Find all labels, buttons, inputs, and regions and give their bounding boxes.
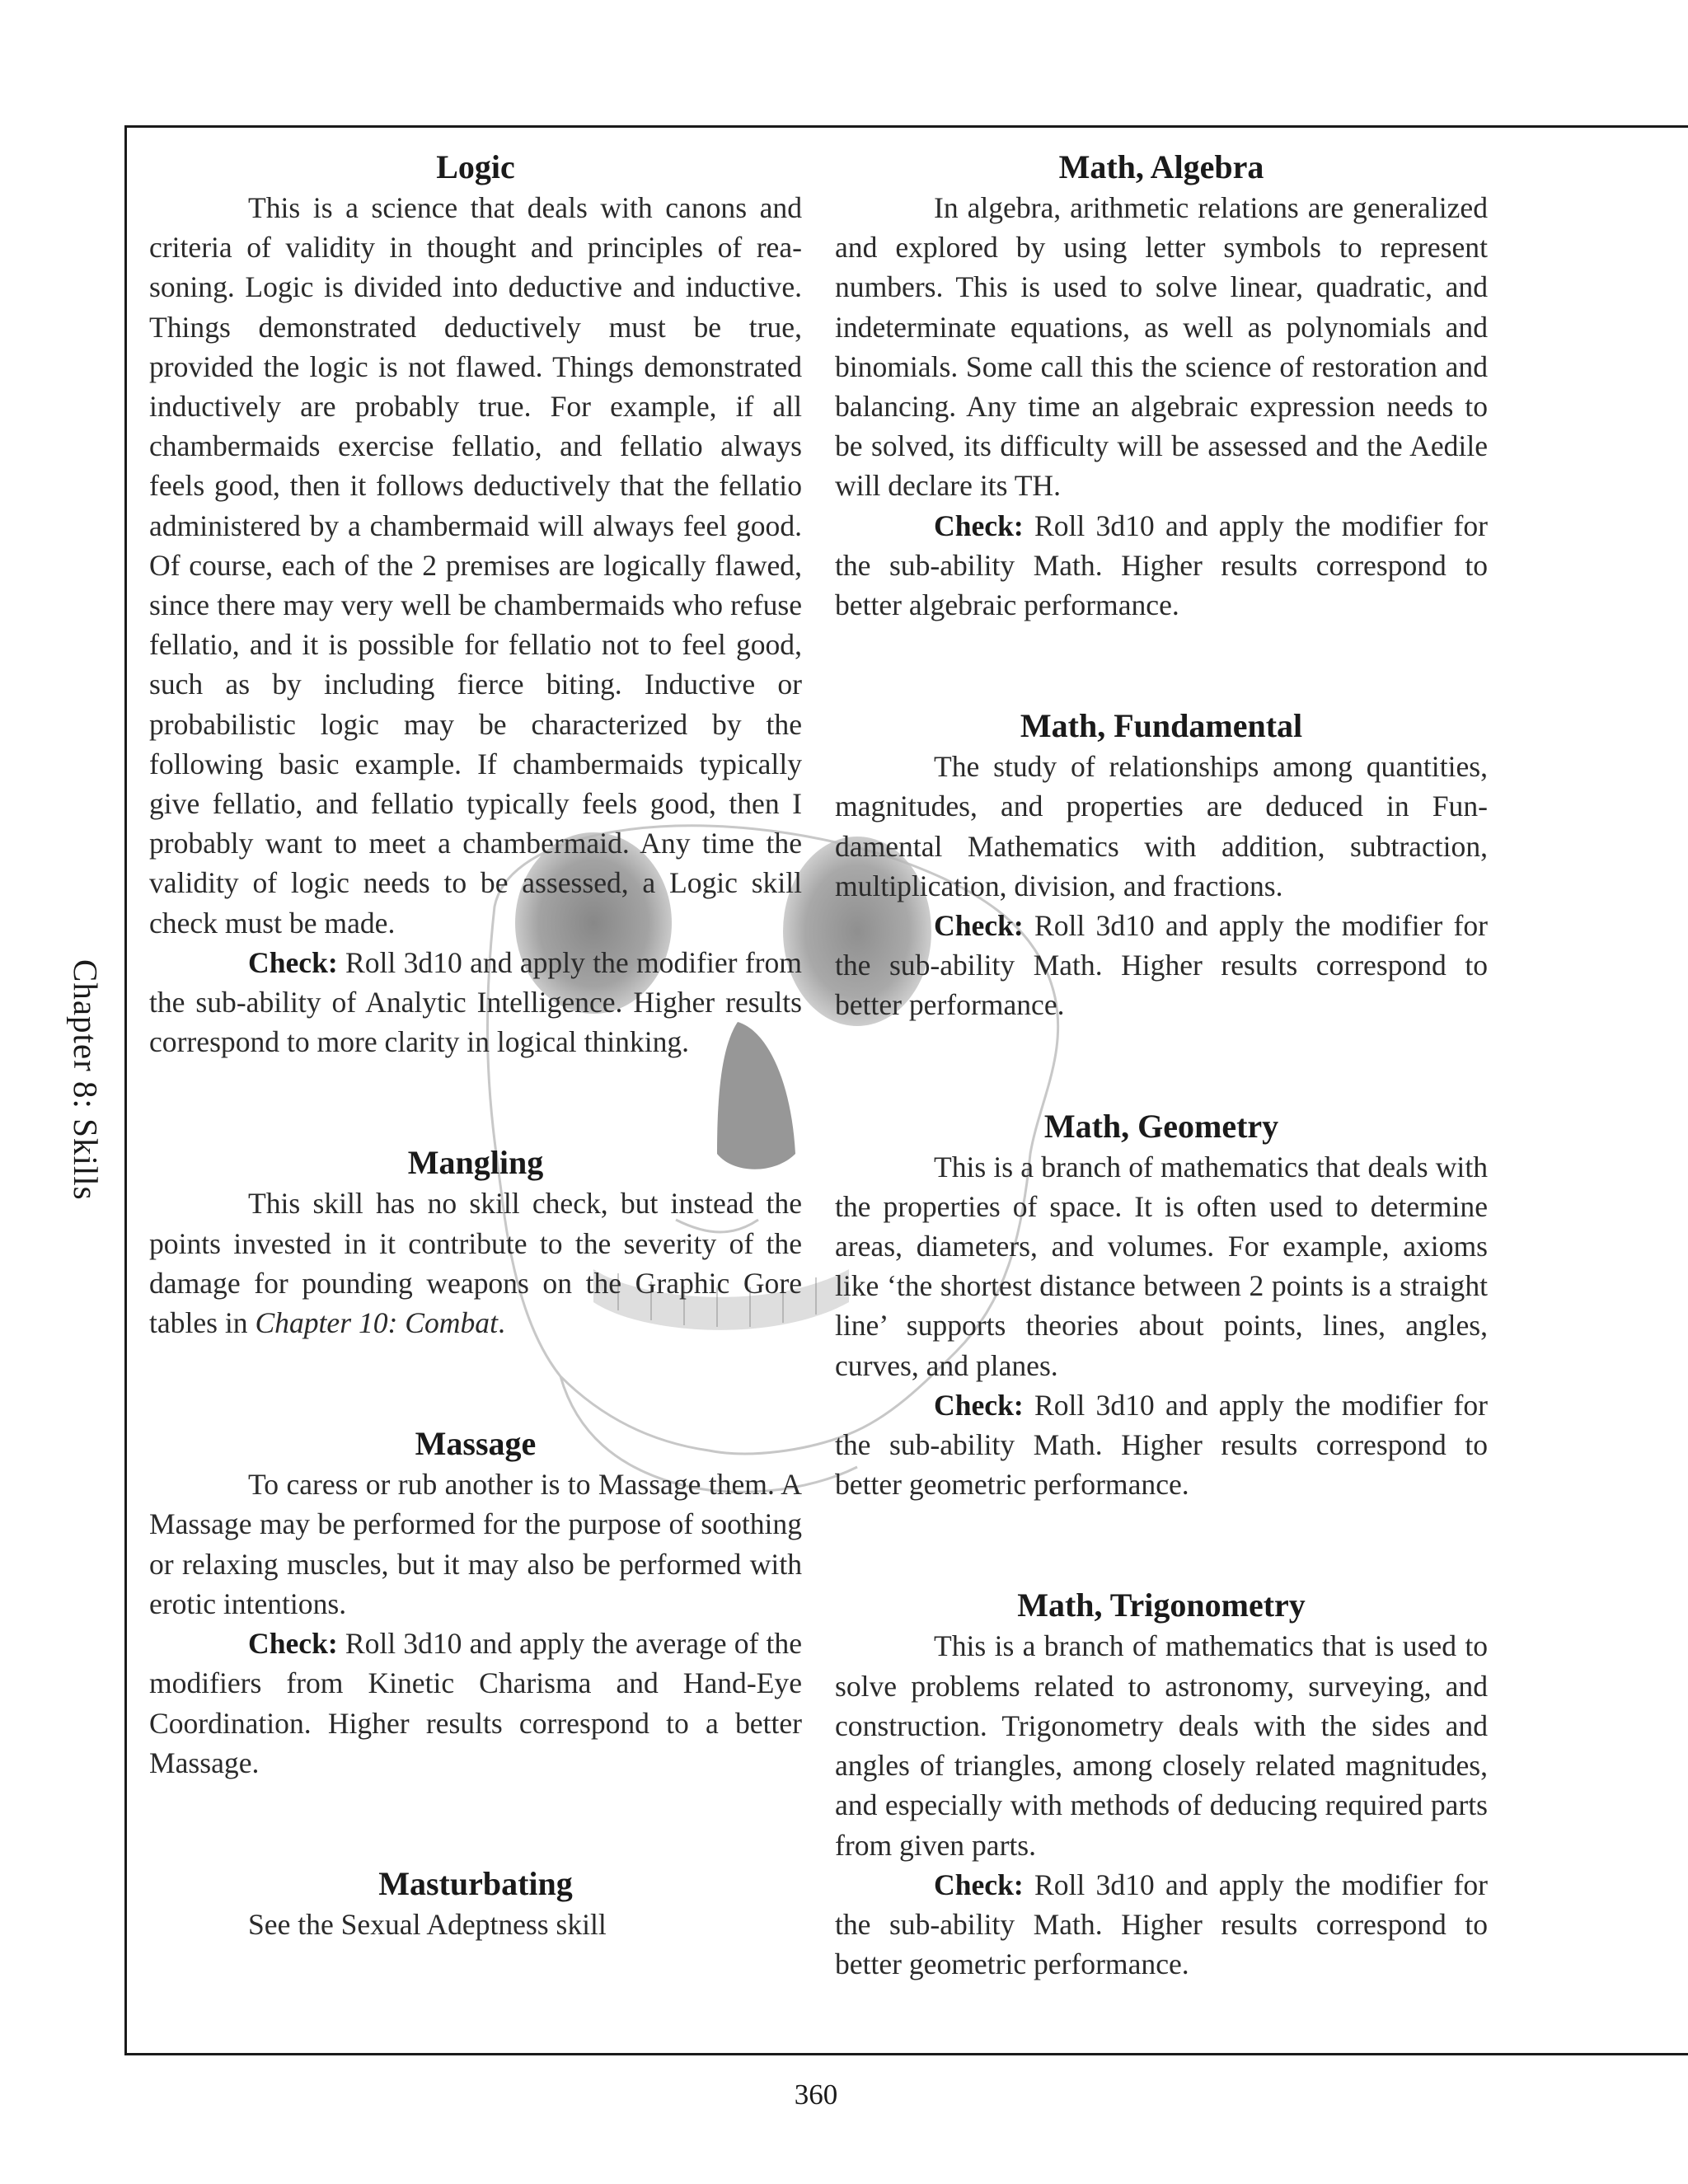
entry-body: This is a branch of mathematics that is used to solve problems related to astronomy, surveying, and construction. Trigonometry deals with the sides and angles of triangles, among closely related magnitudes, and especially with methods of deducing required parts from given parts. bbox=[835, 1629, 1488, 1862]
right-column bbox=[835, 147, 1488, 1984]
page-number: 360 bbox=[794, 2079, 838, 2111]
entry-title: Mangling bbox=[407, 1144, 544, 1182]
entry-check bbox=[149, 943, 802, 1062]
entry-logic bbox=[149, 147, 802, 1062]
entry-check bbox=[149, 1624, 802, 1783]
entry-mangling bbox=[149, 1142, 802, 1343]
check-label: Check: bbox=[934, 1388, 1024, 1422]
entry-math-trigonometry bbox=[835, 1585, 1488, 1984]
entry-masturbating bbox=[149, 1863, 802, 1944]
check-label: Check: bbox=[248, 1627, 338, 1661]
entry-title: Masturbating bbox=[378, 1864, 573, 1902]
entry-title: Massage bbox=[415, 1425, 537, 1463]
entry-massage bbox=[149, 1423, 802, 1783]
chapter-side-title: Chapter 8: Skills bbox=[67, 959, 105, 1201]
check-text: Roll 3d10 and apply the modifier for the sub-ability Math. Higher results correspond to better performance. bbox=[835, 909, 1488, 1022]
check-text: Roll 3d10 and apply the modifier for the sub-ability Math. Higher results correspond to better algebraic performance. bbox=[835, 509, 1488, 622]
check-text: Roll 3d10 and apply the modifier for the sub-ability Math. Higher results correspond to better geometric performance. bbox=[835, 1388, 1488, 1502]
entry-title: Math, Geometry bbox=[1043, 1107, 1279, 1145]
chapter-reference: Chapter 10: Combat bbox=[255, 1306, 498, 1340]
left-column bbox=[149, 147, 802, 1944]
entry-body: This is a branch of mathematics that deals with the properties of space. It is often used to determine areas, diameters, and volumes. For example, axioms like ‘the shortest distance between 2 points is a straight line’ supports theories about points, lines, angles, curves, and planes. bbox=[835, 1150, 1488, 1382]
entry-body: In algebra, arithmetic relations are generalized and explored by using letter symbols to represent numbers. This is used to solve linear, quadratic, and indeterminate equations, as well as polynomials and binomials. Some call this the science of restoration and balancing. Any time an algebraic expression needs to be solved, its difficulty will be assessed and the Aedile will declare its TH. bbox=[835, 191, 1488, 503]
entry-check bbox=[835, 506, 1488, 626]
entry-body: To caress or rub another is to Massage them. A Massage may be performed for the purpose of soothing or relaxing muscles, but it may also be performed with erotic intentions. bbox=[149, 1468, 802, 1620]
entry-body: The study of relationships among quantities, magnitudes, and properties are deduced in Fundamental Mathematics with addition, subtraction, multiplication, division, and fractions. bbox=[835, 750, 1488, 902]
entry-check bbox=[835, 1385, 1488, 1505]
entry-title: Logic bbox=[436, 148, 515, 185]
entry-check bbox=[835, 906, 1488, 1025]
check-label: Check: bbox=[248, 945, 338, 979]
check-text: Roll 3d10 and apply the average of the modifiers from Kinetic Charisma and Hand-Eye Coordination. Higher results correspond to a better Massage. bbox=[149, 1627, 802, 1779]
entry-check bbox=[835, 1865, 1488, 1985]
check-label: Check: bbox=[934, 1868, 1024, 1901]
entry-math-geometry bbox=[835, 1106, 1488, 1505]
entry-body: See the Sexual Adeptness skill bbox=[248, 1907, 607, 1941]
entry-title: Math, Fundamental bbox=[1020, 707, 1303, 745]
entry-title: Math, Trigonometry bbox=[1017, 1586, 1306, 1624]
check-text: Roll 3d10 and apply the modifier from the sub-ability of Analytic Intelligence. Higher results correspond to more clarity in logical thinking. bbox=[149, 945, 802, 1059]
entry-math-fundamental bbox=[835, 705, 1488, 1024]
check-label: Check: bbox=[934, 909, 1024, 943]
entry-body: This is a science that deals with canons and criteria of validity in thought and principles of reasoning. Logic is divided into deductive and inductive. Things demonstrated deductively must be true, provided the logic is not flawed. Things demonstrated inductively are probably true. For example, if all chambermaids exercise fellatio, and fellatio always feels good, then it follows deductively that the fellatio administered by a chambermaid will always feel good. Of course, each of the 2 premises are logically flawed, since there may very well be chambermaids who refuse fellatio, and it is possible for fellatio not to feel good, such as by including fierce biting. Inductive or probabilistic logic may be characterized by the following basic example. If chambermaids typically give fellatio, and fellatio typically feels good, then I probably want to meet a chambermaid. Any time the validity of logic needs to be assessed, a Logic skill check must be made. bbox=[149, 191, 802, 940]
entry-math-algebra bbox=[835, 147, 1488, 625]
entry-title: Math, Algebra bbox=[1058, 148, 1264, 185]
entry-body: This skill has no skill check, but instead the points invested in it contribute to the severity of the damage for pounding weapons on the Graphic Gore tables in Chapter 10: Combat. bbox=[149, 1187, 802, 1340]
check-text: Roll 3d10 and apply the modifier for the sub-ability Math. Higher results correspond to better geometric performance. bbox=[835, 1868, 1488, 1981]
check-label: Check: bbox=[934, 509, 1024, 542]
